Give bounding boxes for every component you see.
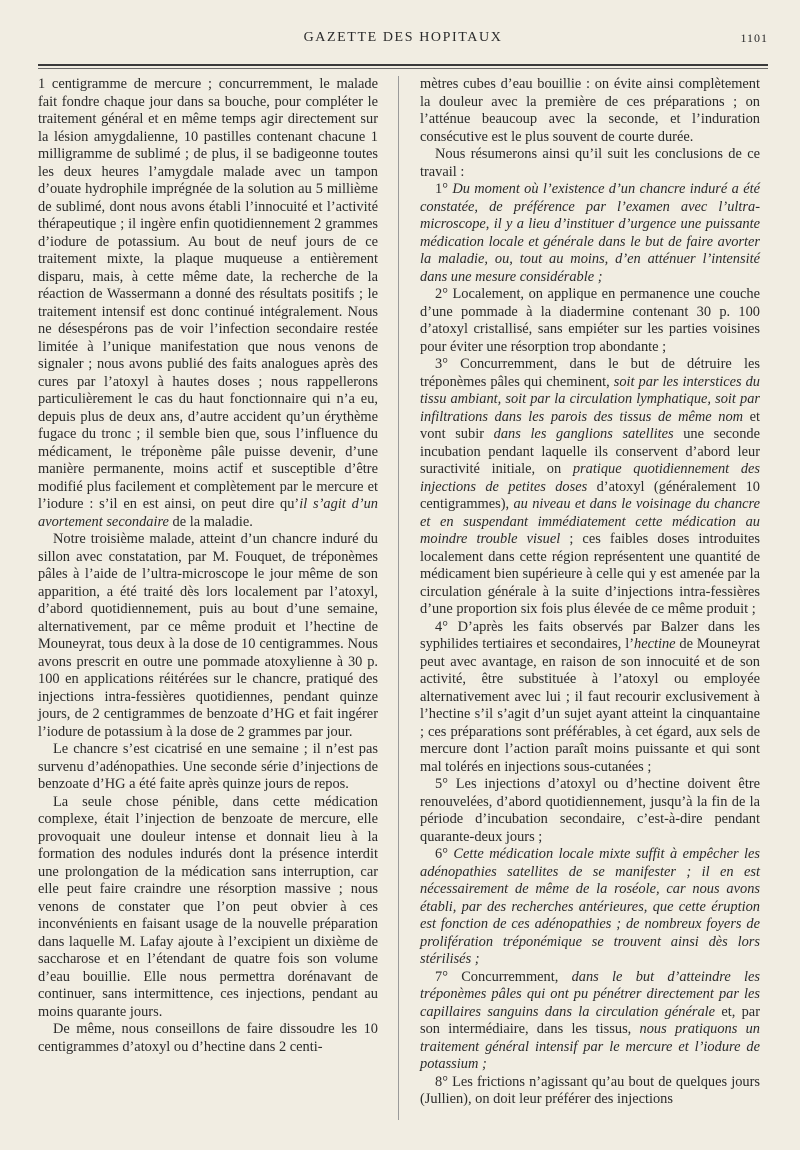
italic-text: soit par les interstices du tissu ambiant, soit par la circulation lymphatique, soit par infiltrations dans les parois des tissus de même nom (420, 373, 761, 425)
page-number: 1101 (740, 31, 768, 45)
text-run: 1 centigramme de mercure ; concurremment, le malade fait fondre chaque jour dans sa bouche, pour compléter le traitement général et en même temps agir directement sur la lésion amygdalienne, 10 pastilles contenant chacune 1 milligramme de sublimé ; de plus, il se badigeonne toutes les deux heures l’amygdale malade avec un tampon d’ouate hydrophile imprégnée de la solution au 5 millième de sublimé, dont nous avons établi l’innocuité et l’activité thérapeutique ; il ingère enfin quotidiennement 2 grammes d’iodure de potassium. Au bout de neuf jours de ce traitement mixte, la plaque muqueuse a entièrement disparu, mais, à cette même date, la recherche de la réaction de Wassermann a donné des résultats positifs ; le traitement intensif est donc continué intégralement. Nous ne désespérons pas de voir l’infection secondaire restée limitée à l’unique manifestation que nous venons de signaler ; nous avons publié des faits analogues après des cures par l’atoxyl à hautes doses ; nous rappellerons particulièrement le cas du haut fonctionnaire qui n’a eu, depuis plus de deux ans, d’autre accident qu’un érythème fugace du tronc ; il semble bien que, sous l’influence du médicament, le tréponème pâle puisse devenir, d’une manière permanente, moins actif et susceptible d’être modifié plus facilement et complètement par le mercure et l’iodure : s’il en est ainsi, on peut dire qu’ (38, 76, 378, 512)
text-run: Notre troisième malade, atteint d’un chancre induré du sillon avec constatation, par M. Fouquet, de tréponèmes pâles à l’aide de l’ultra-microscope le jour même de son apparition, a été traité dès lors localement par l’atoxyl, d’abord quotidiennement, puis au bout d’une semaine, alternativement, par ce même produit et l’hectine de Mouneyrat, tous deux à la dose de 10 centigrammes. Nous avons prescrit en outre une pommade atoxylienne à 30 p. 100 en applications réitérées sur le chancre, pratiqué des injections intra-fessières quotidiennes, pendant quinze jours, de 2 centigrammes de benzoate d’HG et fait ingérer l’iodure de potassium à la dose de 2 grammes par jour. (38, 531, 378, 740)
header-rule-thick (38, 64, 768, 66)
text-run: d’atoxyl (généralement 10 centigrammes), (420, 478, 760, 512)
italic-text: nous pratiquons un traitement général intensif par le mercure et l’iodure de potassium ; (420, 1021, 760, 1072)
italic-text: hectine (634, 636, 676, 652)
text-run: 1° (435, 181, 453, 197)
text-run: une seconde incubation pendant laquelle ils conservent d’abord leur suractivité initiale, on (420, 426, 760, 477)
paragraph (420, 846, 760, 969)
text-run: 8° Les frictions n’agissant qu’au bout de quelques jours (Jullien), on doit leur préférer des injections (420, 1073, 760, 1107)
text-run: 3° Concurremment, dans le but de détruire les tréponèmes pâles qui cheminent, (420, 356, 760, 390)
text-run: 4° D’après les faits observés par Balzer dans les syphilides tertiaires et secondaires, l’ (420, 618, 760, 652)
italic-text: dans les ganglions satellites (493, 426, 674, 442)
paragraph (38, 794, 378, 1022)
italic-text: il s’agit d’un avortement secondaire (38, 496, 378, 530)
paragraph (420, 619, 760, 777)
text-run: ; ces faibles doses introduites localement dans cette région représentent une quantité de médicament bien supérieure à celle qui y est amenée par la circulation générale à la suite d’injections intra-fessières d’une proportion six fois plus élevée de ce même produit ; (420, 531, 760, 617)
text-run: de Mouneyrat peut avec avantage, en raison de son innocuité et de son activité, être substituée à l’atoxyl ou employée alternativement avec lui ; il faut recourir exclusivement à l’hectine s’il s’agit d’un sujet ayant atteint la cinquantaine ; ces préparations sont préférables, à cet égard, aux sels de mercure dont l’action paraît moins puissante et qui sont mal tolérés en injections sous-cutanées ; (420, 636, 761, 775)
text-run: 7° Concurremment, (435, 968, 572, 985)
text-run: 6° (435, 846, 454, 862)
header-rule-thin (38, 68, 768, 69)
text-run: mètres cubes d’eau bouillie : on évite ainsi complètement la douleur avec la première de ces préparations ; on l’atténue beaucoup avec la seconde, et l’induration consécutive est le plus souvent de courte durée. (420, 76, 760, 145)
right-text-column (420, 76, 760, 1109)
column-divider (398, 76, 399, 1120)
italic-text: pratique quotidiennement des injections de petites doses (420, 461, 761, 495)
italic-text: dans le but d’atteindre les tréponèmes pâles qui ont pu pénétrer directement par les capillaires sanguins dans la circulation générale (420, 968, 760, 1020)
paragraph (420, 286, 760, 356)
paragraph (38, 531, 378, 741)
text-run: et, par son intermédiaire, dans les tissus, (420, 1003, 760, 1037)
paragraph (38, 1021, 378, 1056)
text-run: 2° Localement, on applique en permanence une couche d’une pommade à la diadermine contenant 30 p. 100 d’atoxyl cristallisé, sans empiéter sur les parties voisines pour éviter une résorption trop abondante ; (420, 286, 760, 355)
paragraph (420, 76, 760, 146)
text-run: Le chancre s’est cicatrisé en une semaine ; il n’est pas survenu d’adénopathies. Une seconde série d’injections de benzoate d’HG a été faite après quinze jours de repos. (38, 741, 378, 792)
paragraph (38, 741, 378, 794)
paragraph (420, 181, 760, 286)
text-run: 5° Les injections d’atoxyl ou d’hectine doivent être renouvelées, d’abord quotidiennement, jusqu’à la fin de la période d’incubation secondaire, c’est-à-dire pendant quarante-deux jours ; (420, 776, 760, 845)
journal-title: GAZETTE DES HOPITAUX (303, 30, 503, 45)
paragraph (420, 146, 760, 181)
italic-text: au niveau et dans le voisinage du chancre et en suspendant immédiatement cette médication au moindre trouble visuel (420, 496, 761, 547)
paragraph (38, 76, 378, 531)
italic-text: Cette médication locale mixte suffit à empêcher les adénopathies satellites de se manifester ; il en est nécessairement de même de la roséole, car nous avons établi, par des recherches antérieures, que cette éruption est fonction de ces adénopathies ; de nombreux foyers de prolifération tréponémique se trouvent ainsi dès lors stérilisés ; (420, 846, 760, 967)
text-run: et vont subir (420, 408, 761, 442)
text-run: La seule chose pénible, dans cette médication complexe, était l’injection de benzoate de mercure, elle provoquait une douleur intense et donnait lieu à la formation des nodules indurés dont la présence interdit une prolongation de la médication sans interruption, car elle peut faire craindre une résorption massive ; nous venons de constater que l’on peut obvier à ces inconvénients en faisant usage de la nouvelle préparation dans laquelle M. Lafay ajoute à l’excipient un dixième de saccharose et en l’étendant de quatre fois son volume d’eau bouillie. Elle nous permettra dorénavant de continuer, sans intermittence, ces injections, pendant au moins quarante jours. (38, 793, 378, 1020)
paragraph (420, 1074, 760, 1109)
page-header (38, 30, 768, 52)
paragraph (420, 969, 760, 1074)
italic-text: Du moment où l’existence d’un chancre induré a été constatée, de préférence par l’examen avec l’ultra-microscope, il y a lieu d’instituer d’urgence une puissante médication locale et générale dans le but de faire avorter la maladie, ou, tout au moins, d’en atténuer l’intensité dans une mesure considérable ; (420, 181, 760, 285)
paragraph (420, 776, 760, 846)
paragraph (420, 356, 760, 619)
text-run: Nous résumerons ainsi qu’il suit les conclusions de ce travail : (420, 146, 760, 180)
text-run: De même, nous conseillons de faire dissoudre les 10 centigrammes d’atoxyl ou d’hectine dans 2 centi- (38, 1021, 378, 1055)
left-text-column (38, 76, 378, 1056)
text-run: de la maladie. (168, 513, 253, 530)
